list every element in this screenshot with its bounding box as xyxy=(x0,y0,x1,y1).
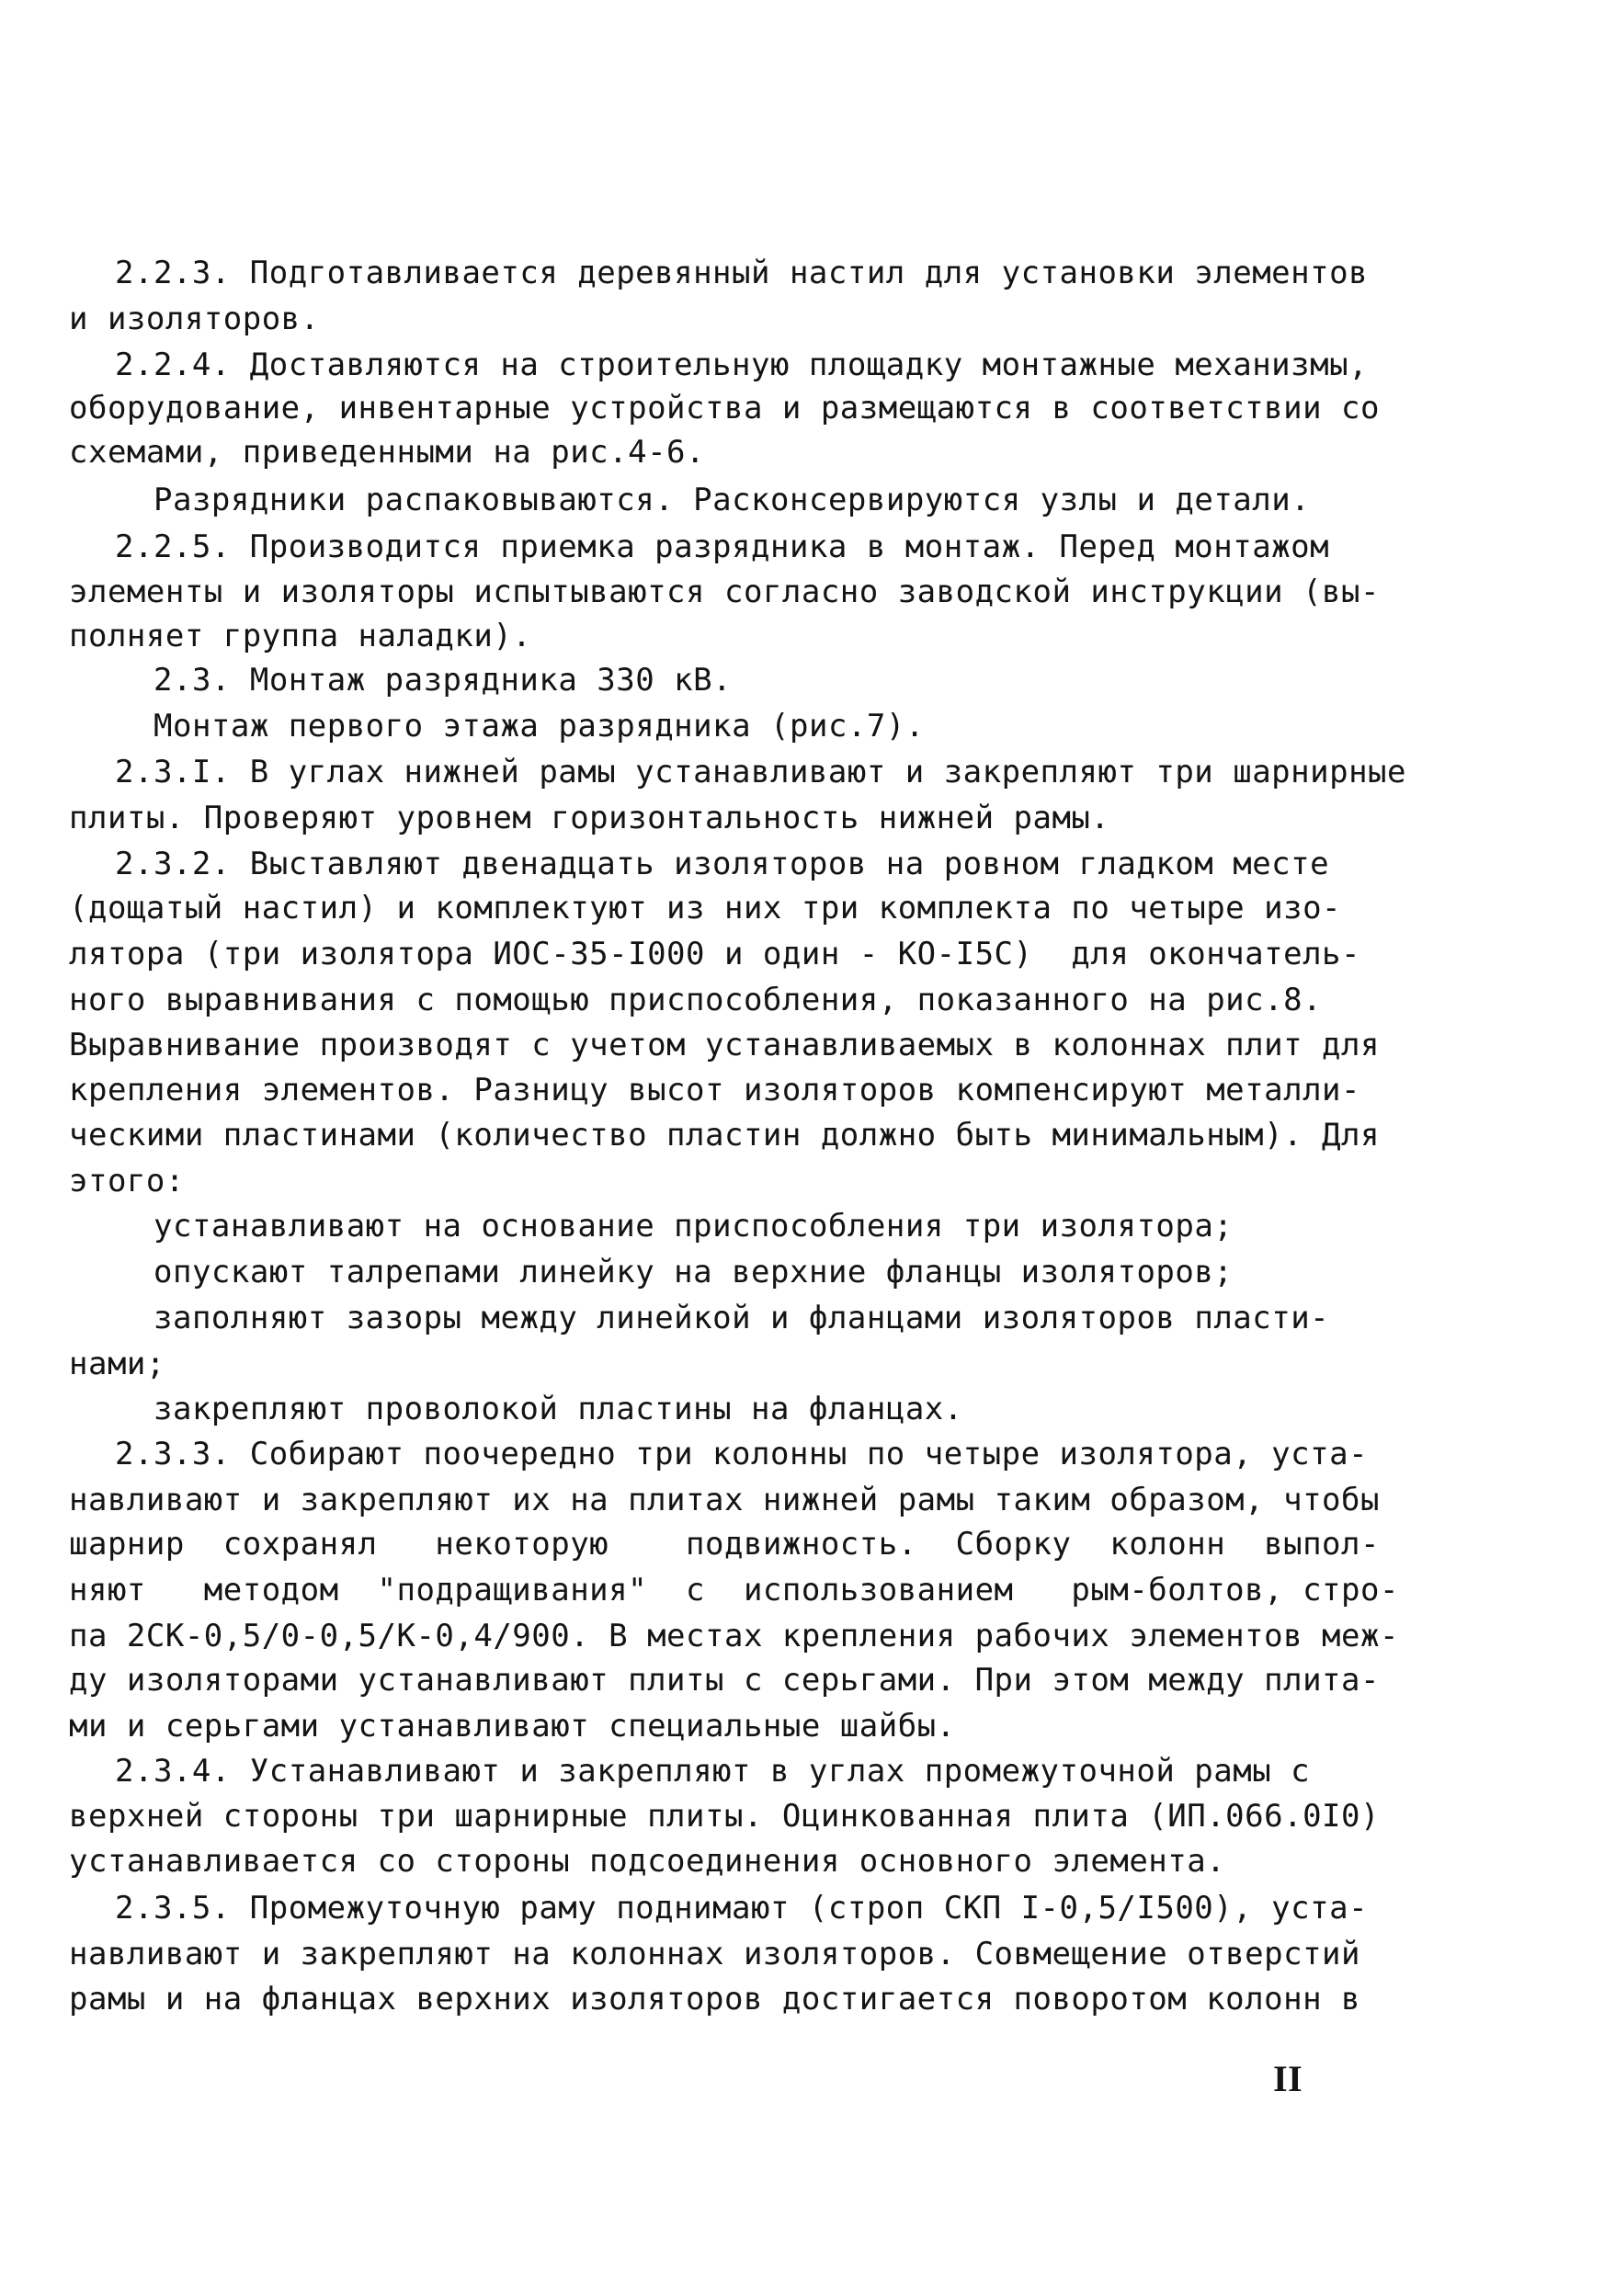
text-line: лятора (три изолятора ИОС-35-I000 и один - КО-I5С) для окончатель- xyxy=(69,936,1360,972)
text-line: Выравнивание производят с учетом устанавливаемых в колоннах плит для xyxy=(69,1027,1380,1063)
text-line: верхней стороны три шарнирные плиты. Оцинкованная плита (ИП.066.0I0) xyxy=(69,1798,1380,1835)
text-line: и изоляторов. xyxy=(69,301,320,337)
text-line: ми и серьгами устанавливают специальные шайбы. xyxy=(69,1708,956,1745)
text-line: крепления элементов. Разницу высот изоляторов компенсируют металли- xyxy=(69,1072,1360,1108)
text-line: па 2СК-0,5/0-0,5/К-0,4/900. В местах крепления рабочих элементов меж- xyxy=(69,1618,1399,1654)
text-line: ческими пластинами (количество пластин должно быть минимальным). Для xyxy=(69,1117,1380,1154)
text-line: устанавливается со стороны подсоединения основного элемента. xyxy=(69,1843,1226,1880)
text-line: няют методом "подращивания" с использованием рым-болтов, стро- xyxy=(69,1572,1399,1608)
text-line: 2.3.2. Выставляют двенадцать изоляторов на ровном гладком месте xyxy=(115,846,1330,882)
text-line: Монтаж первого этажа разрядника (рис.7). xyxy=(154,708,925,744)
text-line: 2.2.5. Производится приемка разрядника в монтаж. Перед монтажом xyxy=(115,529,1330,565)
text-line: полняет группа наладки). xyxy=(69,618,532,654)
text-line: рамы и на фланцах верхних изоляторов достигается поворотом колонн в xyxy=(69,1981,1360,2018)
text-line: 2.3.5. Промежуточную раму поднимают (строп СКП I-0,5/I500), уста- xyxy=(115,1890,1369,1927)
text-line: этого: xyxy=(69,1163,185,1199)
text-line: заполняют зазоры между линейкой и фланцами изоляторов пласти- xyxy=(154,1300,1330,1336)
text-line: навливают и закрепляют на колоннах изоляторов. Совмещение отверстий xyxy=(69,1936,1360,1972)
text-line: схемами, приведенными на рис.4-6. xyxy=(69,434,706,471)
text-line: 2.2.3. Подготавливается деревянный настил для установки элементов xyxy=(115,255,1369,291)
text-line: (дощатый настил) и комплектуют из них три комплекта по четыре изо- xyxy=(69,890,1342,926)
text-line: 2.3.3. Собирают поочередно три колонны по четыре изолятора, уста- xyxy=(115,1436,1369,1472)
text-line: ного выравнивания с помощью приспособления, показанного на рис.8. xyxy=(69,982,1323,1018)
text-line: оборудование, инвентарные устройства и размещаются в соответствии со xyxy=(69,390,1380,426)
text-line: элементы и изоляторы испытываются согласно заводской инструкции (вы- xyxy=(69,574,1380,610)
text-line: нами; xyxy=(69,1346,165,1382)
text-line: устанавливают на основание приспособления три изолятора; xyxy=(154,1208,1234,1245)
text-line: навливают и закрепляют их на плитах нижней рамы таким образом, чтобы xyxy=(69,1482,1380,1518)
text-line: Разрядники распаковываются. Расконсервируются узлы и детали. xyxy=(154,482,1311,518)
text-line: опускают талрепами линейку на верхние фланцы изоляторов; xyxy=(154,1254,1234,1290)
text-line: 2.3.I. В углах нижней рамы устанавливают и закрепляют три шарнирные xyxy=(115,754,1406,790)
text-line: 2.2.4. Доставляются на строительную площадку монтажные механизмы, xyxy=(115,347,1369,383)
text-line: плиты. Проверяют уровнем горизонтальность нижней рамы. xyxy=(69,800,1110,836)
text-line: ду изоляторами устанавливают плиты с серьгами. При этом между плита- xyxy=(69,1662,1380,1699)
page-number: II xyxy=(1273,2058,1303,2099)
text-line: 2.3.4. Устанавливают и закрепляют в углах промежуточной рамы с xyxy=(115,1753,1311,1790)
text-line: 2.3. Монтаж разрядника 330 кВ. xyxy=(154,662,733,699)
text-line: закрепляют проволокой пластины на фланцах. xyxy=(154,1391,963,1427)
text-line: шарнир сохранял некоторую подвижность. Сборку колонн выпол- xyxy=(69,1526,1380,1563)
